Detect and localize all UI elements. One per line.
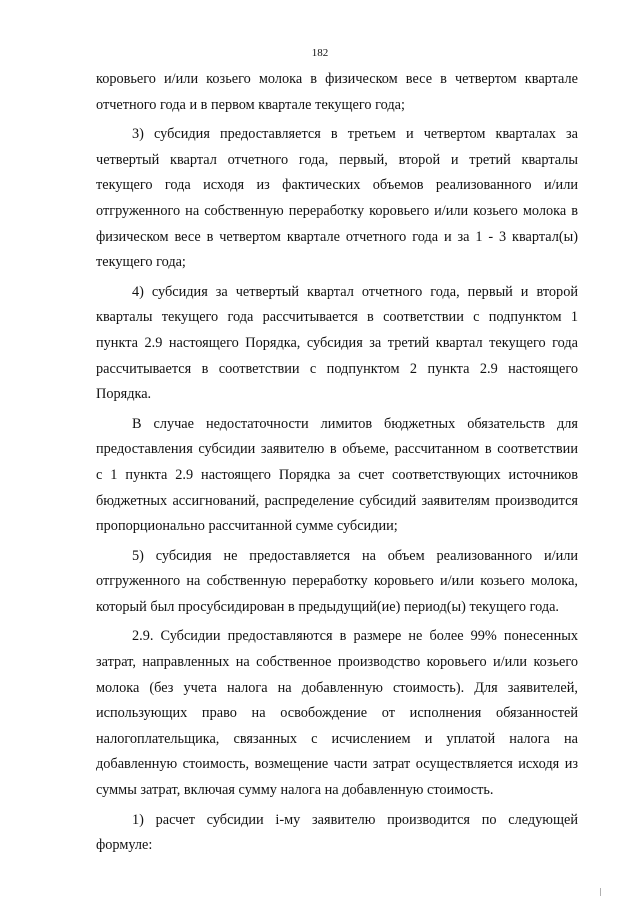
text-line: отчетного года и в первом квартале текущего года; — [96, 96, 405, 113]
text-line: использующих право на освобождение от исполнения обязанностей — [96, 705, 578, 722]
text-line: предоставления субсидии заявителю в объеме, рассчитанном в соответствии — [96, 441, 578, 458]
text-line: текущего года исходя из фактических объемов реализованного и/или — [96, 177, 578, 194]
scan-edge-mark — [600, 888, 601, 896]
text-line: с 1 пункта 2.9 настоящего Порядка за счет соответствующих источников — [96, 466, 578, 483]
text-line: физическом весе в четвертом квартале отчетного года и за 1 - 3 квартал(ы) — [96, 228, 578, 245]
text-line: 3) субсидия предоставляется в третьем и четвертом кварталах за — [132, 126, 578, 143]
text-line: бюджетных ассигнований, распределение субсидий заявителям производится — [96, 492, 578, 509]
text-line: коровьего и/или козьего молока в физическом весе в четвертом квартале — [96, 71, 578, 87]
text-line: затрат, направленных на собственное производство коровьего и/или козьего — [96, 654, 578, 671]
paragraph-section-2-9 — [96, 624, 578, 803]
text-line: 1) расчет субсидии i-му заявителю производится по следующей — [132, 811, 578, 828]
text-line: который был просубсидирован в предыдущий(ие) период(ы) текущего года. — [96, 598, 560, 615]
document-body — [96, 67, 578, 863]
text-line: текущего года; — [96, 254, 186, 271]
text-line: В случае недостаточности лимитов бюджетных обязательств для — [132, 415, 578, 432]
paragraph-formula-intro — [96, 808, 578, 859]
text-line: 5) субсидия не предоставляется на объем реализованного и/или — [132, 547, 578, 564]
text-line: отгруженного на собственную переработку коровьего и/или козьего молока в — [96, 202, 578, 219]
text-line: формуле: — [96, 837, 153, 854]
text-line: четвертый квартал отчетного года, первый, второй и третий кварталы — [96, 151, 578, 168]
text-line: добавленную стоимость, возмещение части затрат осуществляется исходя из — [96, 756, 578, 773]
paragraph-continuation — [96, 67, 578, 118]
paragraph-item-5 — [96, 544, 578, 621]
text-line: 4) субсидия за четвертый квартал отчетного года, первый и второй — [132, 283, 578, 300]
text-line: Порядка. — [96, 386, 152, 403]
text-line: отгруженного на собственную переработку коровьего и/или козьего молока, — [96, 573, 578, 590]
paragraph-item-4 — [96, 280, 578, 408]
text-line: налогоплательщика, связанных с исчислением и уплатой налога на — [96, 730, 578, 747]
text-line: суммы затрат, включая сумму налога на добавленную стоимость. — [96, 782, 494, 799]
text-line: пропорционально рассчитанной сумме субсидии; — [96, 518, 398, 535]
paragraph-item-3 — [96, 122, 578, 276]
text-line: молока (без учета налога на добавленную стоимость). Для заявителей, — [96, 679, 578, 696]
paragraph-insufficient-limits — [96, 412, 578, 540]
page-number: 182 — [311, 47, 329, 59]
text-line: рассчитывается в соответствии с подпунктом 2 пункта 2.9 настоящего — [96, 360, 578, 377]
text-line: пункта 2.9 настоящего Порядка, субсидия за третий квартал текущего года — [96, 334, 578, 351]
text-line: 2.9. Субсидии предоставляются в размере не более 99% понесенных — [132, 628, 578, 645]
text-line: кварталы текущего года рассчитывается в соответствии с подпунктом 1 — [96, 309, 578, 326]
